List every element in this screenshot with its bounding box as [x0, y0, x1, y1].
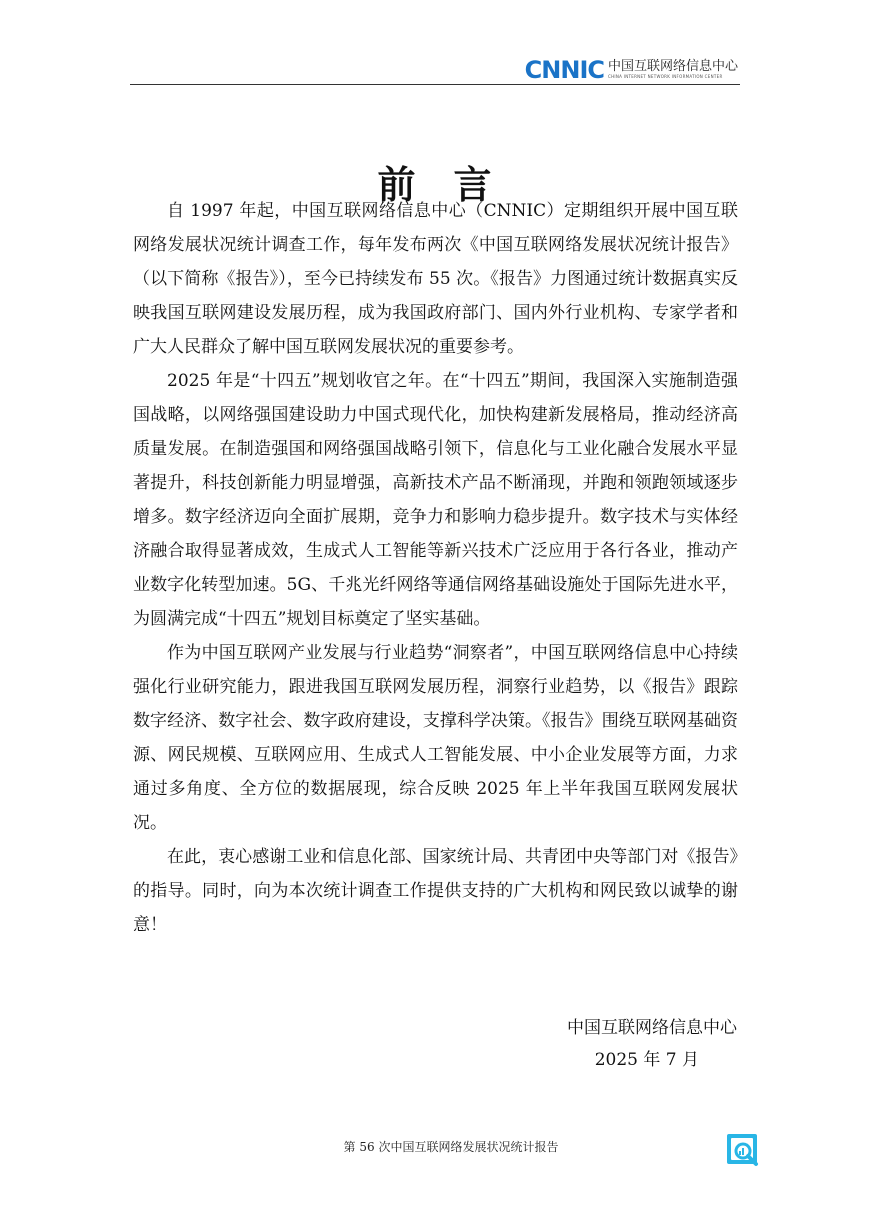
cnnic-logo-cn: 中国互联网络信息中心	[607, 59, 738, 74]
signature-date: 2025 年 7 月	[594, 1050, 699, 1070]
paragraph-4: 在此，衷心感谢工业和信息化部、国家统计局、共青团中央等部门对《报告》的指导。同时，向为本次统计调查工作提供支持的广大机构和网民致以诚挚的谢意！	[133, 847, 738, 935]
signature-org: 中国互联网络信息中心	[567, 1018, 737, 1038]
page-header	[130, 55, 740, 85]
paragraph-3: 作为中国互联网产业发展与行业趋势“洞察者”，中国互联网络信息中心持续强化行业研究能力，跟进我国互联网发展历程，洞察行业趋势，以《报告》跟踪数字经济、数字社会、数字政府建设，支撑科学决策。《报告》围绕互联网基础资源、网民规模、互联网应用、生成式人工智能发展、中小企业发展等方面，力求通过多角度、全方位的数据展现，综合反映 2025 年上半年我国互联网发展状况。	[133, 643, 738, 833]
cnnic-logo	[524, 56, 738, 84]
paragraph-1: 自 1997 年起，中国互联网络信息中心（CNNIC）定期组织开展中国互联网络发展状况统计调查工作，每年发布两次《中国互联网络发展状况统计报告》（以下简称《报告》），至今已持续发布 55 次。《报告》力图通过统计数据真实反映我国互联网建设发展历程，成为我国政府部门、国内外行业机构、专家学者和广大人民群众了解中国互联网发展状况的重要参考。	[133, 201, 738, 357]
cnnic-logo-en: CHINA INTERNET NETWORK INFORMATION CENTER	[607, 74, 723, 79]
preface-body	[133, 194, 738, 942]
signature-block	[567, 1012, 737, 1076]
paragraph-2: 2025 年是“十四五”规划收官之年。在“十四五”期间，我国深入实施制造强国战略，以网络强国建设助力中国式现代化，加快构建新发展格局，推动经济高质量发展。在制造强国和网络强国战略引领下，信息化与工业化融合发展水平显著提升，科技创新能力明显增强，高新技术产品不断涌现，并跑和领跑领域逐步增多。数字经济迈向全面扩展期，竞争力和影响力稳步提升。数字技术与实体经济融合取得显著成效，生成式人工智能等新兴技术广泛应用于各行各业，推动产业数字化转型加速。5G、千兆光纤网络等通信网络基础设施处于国际先进水平，为圆满完成“十四五”规划目标奠定了坚实基础。	[133, 371, 738, 629]
cnnic-logo-text	[608, 59, 738, 79]
page-footer: 第 56 次中国互联网络发展状况统计报告	[343, 1140, 559, 1154]
header-rule	[130, 84, 740, 85]
magnifier-report-icon	[726, 1133, 762, 1169]
page-title: 前言	[377, 162, 530, 208]
cnnic-logo-mark: CNNIC	[524, 56, 604, 84]
